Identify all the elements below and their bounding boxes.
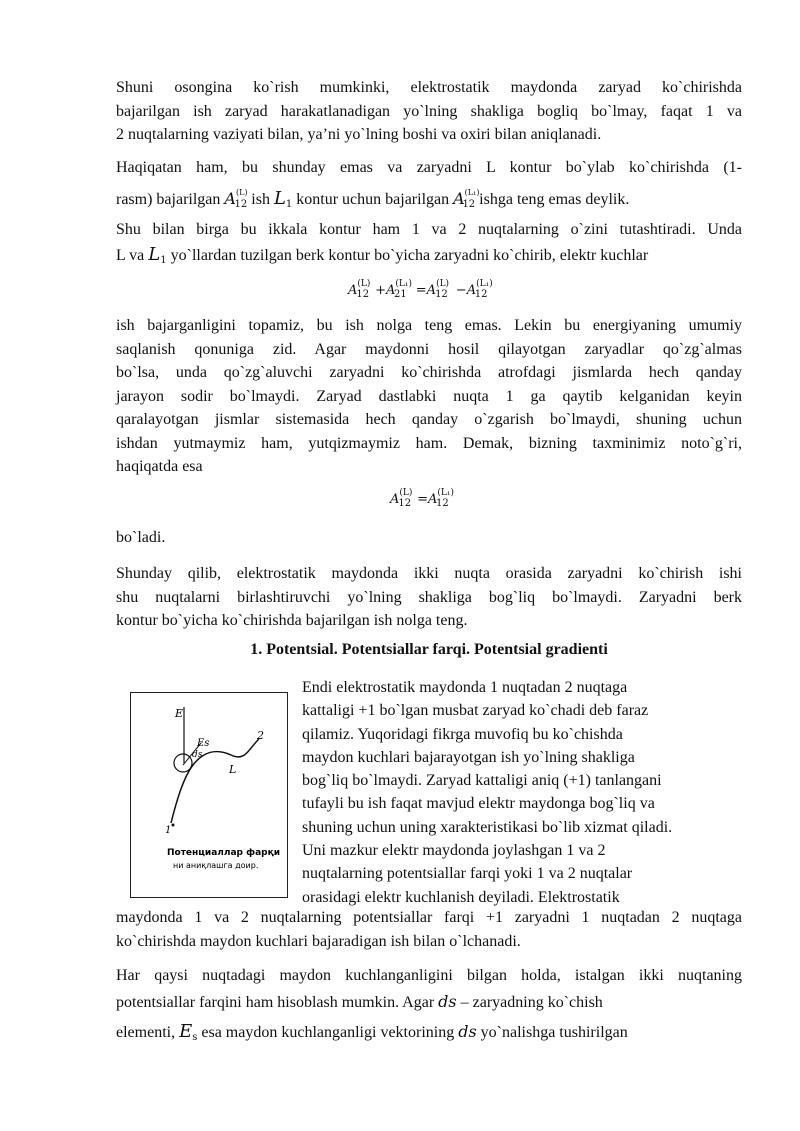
- ds-element-circle: [174, 754, 192, 772]
- text-line: saqlanish qonuniga zid. Agar maydonni hosil qilayotgan zaryadlar qo`zg`almas: [116, 340, 742, 358]
- text-line: ko`chirishda maydon kuchlari bajaradigan ish bilan o`lchanadi.: [116, 932, 521, 950]
- work-A12-L-symbol: $A^{(L)}_{12}$: [224, 188, 248, 210]
- paragraph-path-independence: [116, 76, 742, 147]
- text-line: bajarilgan ish zaryad harakatlanadigan yo`lning shakliga bogliq bo`lmay, faqat 1 va: [116, 102, 742, 120]
- figure-label-E: E: [175, 707, 184, 720]
- text-line-with-math: [116, 180, 742, 217]
- text-line: Endi elektrostatik maydonda 1 nuqtadan 2 nuqtaga: [302, 679, 628, 696]
- text-line: shuning uchun uning xarakteristikasi bo`lib xizmat qiladi.: [302, 818, 673, 836]
- text-line: Shunday qilib, elektrostatik maydonda ikki nuqta orasida zaryadni ko`chirish ishi: [116, 565, 742, 582]
- text-run: esa maydon kuchlanganligi vektorining: [201, 1024, 455, 1041]
- bo-ladi-text: bo`ladi.: [116, 529, 166, 546]
- paragraph-field-strength: [116, 963, 742, 1051]
- contour-L1-symbol: $L_1$: [273, 188, 293, 210]
- text-line: maydon kuchlari bajarayotgan ish yo`lning shakliga: [302, 748, 635, 766]
- text-line-with-math: [116, 989, 742, 1016]
- paragraph-energy-conservation: [116, 314, 742, 479]
- text-line: bog`liq bo`lmaydi. Zaryad kattaligi aniq (+1) tanlangani: [302, 772, 662, 790]
- text-line: shu nuqtalarni birlashtiruvchi yo`lning shakliga bog`liq bo`lmaydi. Zaryadni berk: [116, 588, 742, 606]
- ds-symbol: ds: [458, 1022, 477, 1041]
- text-line-with-math: [116, 242, 742, 273]
- text-run: rasm) bajarilgan: [116, 191, 221, 208]
- paragraph-potential-definition: [302, 676, 742, 909]
- section-heading: 1. Potentsial. Potentsiallar farqi. Potentsial gradienti: [250, 641, 608, 658]
- contour-L1-symbol: $L_1$: [148, 244, 167, 266]
- text-line: maydonda 1 va 2 nuqtalarning potentsiallar farqi +1 zaryadni 1 nuqtadan 2 nuqtaga: [116, 909, 742, 926]
- figure-label-1: 1: [165, 825, 172, 836]
- paragraph-conclusion: [116, 562, 742, 633]
- potential-difference-figure: [130, 692, 288, 898]
- text-run: ishga teng emas deylik.: [479, 191, 630, 208]
- text-line: orasidagi elektr kuchlanish deyiladi. Elektrostatik: [302, 888, 620, 906]
- text-run: yo`nalishga tushirilgan: [480, 1024, 628, 1041]
- text-run: yo`llardan tuzilgan berk kontur bo`yicha zaryadni ko`chirib, elektr kuchlar: [170, 247, 649, 264]
- text-line: kontur bo`yicha ko`chirishda bajarilgan ish nolga teng.: [116, 612, 468, 629]
- text-run: potentsiallar farqini ham hisoblash mumkin. Agar: [116, 993, 435, 1011]
- text-line: jarayon sodir bo`lmaydi. Zaryad dastlabki nuqta 1 ga qaytib kelganidan keyin: [116, 387, 742, 405]
- text-run: – zaryadning ko`chish: [460, 993, 603, 1011]
- text-run: kontur uchun bajarilgan: [296, 191, 450, 208]
- figure-label-L: L: [229, 763, 237, 776]
- work-equality-formula: $A^{(L)}_{12} =A^{(L_1)}_{12}$: [390, 488, 455, 509]
- text-line: ishdan yutmaymiz ham, yutqizmaymiz ham. Demak, bizning taxminimiz noto`g`ri,: [116, 434, 742, 452]
- ds-symbol: ds: [438, 991, 457, 1011]
- text-run: L va: [116, 247, 145, 264]
- text-run: ish: [251, 191, 270, 208]
- figure-caption-line1: Потенциаллар фарқи: [167, 848, 280, 858]
- text-line: Uni mazkur elektr maydonda joylashgan 1 va 2: [302, 842, 606, 860]
- Es-symbol: $E_s$: [179, 1021, 198, 1043]
- text-line: haqiqatda esa: [116, 458, 203, 475]
- text-line: Shuni osongina ko`rish mumkinki, elektrostatik maydonda zaryad ko`chirishda: [116, 79, 742, 96]
- text-line: qilamiz. Yuqoridagi fikrga muvofiq bu ko`chishda: [302, 725, 623, 743]
- figure-label-Es: Es: [197, 738, 210, 749]
- closed-contour-work-formula: $A^{(L)}_{12} +A^{(L_1)}_{21} =A^{(L)}_{12} -A^{(L_1)}_{12}$: [348, 279, 493, 300]
- text-line: qaralayotgan jismlar sistemasida hech qanday o`zgarish bo`lmaydi, shuning uchun: [116, 411, 742, 428]
- text-line-with-math: [116, 1019, 742, 1051]
- figure-label-ds: ds: [192, 750, 203, 760]
- paragraph-assumption: [116, 155, 742, 273]
- point-1-dot: [172, 824, 175, 827]
- work-A12-L1-symbol: $A^{(L_1)}_{12}$: [453, 188, 480, 210]
- text-line: bo`lsa, unda qo`zg`aluvchi zaryadni ko`chirishda atrofdagi jismlarda hech qanday: [116, 364, 742, 381]
- paragraph-potential-definition-cont: [116, 906, 742, 953]
- text-line: Har qaysi nuqtadagi maydon kuchlanganligini bilgan holda, istalgan ikki nuqtaning: [116, 967, 742, 984]
- text-run: elementi,: [116, 1024, 176, 1041]
- text-line: ish bajarganligini topamiz, bu ish nolga teng emas. Lekin bu energiyaning umumiy: [116, 317, 742, 334]
- text-line: nuqtalarning potentsiallar farqi yoki 1 va 2 nuqtalar: [302, 865, 633, 883]
- text-line: Haqiqatan ham, bu shunday emas va zaryadni L kontur bo`ylab ko`chirishda (1-: [116, 159, 742, 176]
- text-line: kattaligi +1 bo`lgan musbat zaryad ko`chadi deb faraz: [302, 702, 649, 720]
- figure-label-2: 2: [257, 729, 264, 742]
- text-line: Shu bilan birga bu ikkala kontur ham 1 va 2 nuqtalarning o`zini tutashtiradi. Unda: [116, 221, 742, 238]
- text-line: 2 nuqtalarning vaziyati bilan, ya’ni yo`lning boshi va oxiri bilan aniqlanadi.: [116, 126, 602, 143]
- figure-drawing: [131, 693, 289, 899]
- figure-caption-line2: ни аниқлашга доир.: [173, 861, 259, 870]
- text-line: tufayli bu ish faqat mavjud elektr maydonga bog`liq va: [302, 795, 655, 813]
